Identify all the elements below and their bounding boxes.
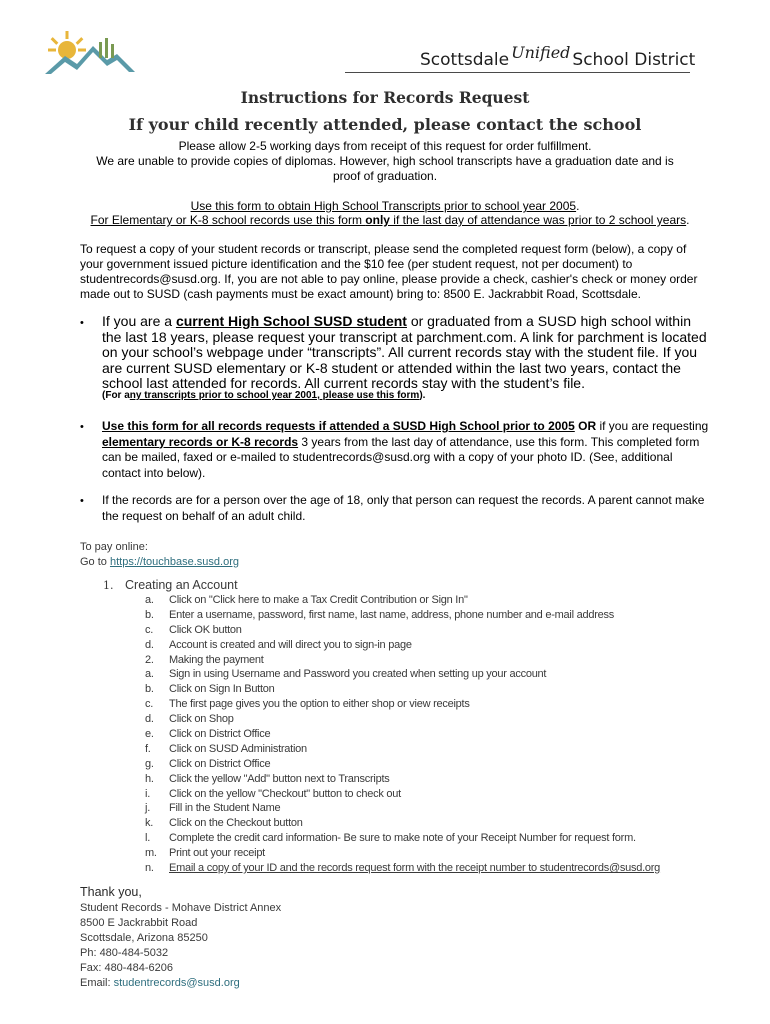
request-instructions: To request a copy of your student records or transcript, please send the completed request form (below), a copy of your government issued picture identification and the $10 fee (per student request, not per document) to studentrecords@susd.org. If, you are not able to pay online, please provide a check, cashier's check or money order made out to SUSD (cash payments must be exact amount) bring to: 8500 E. Jackrabbit Road, Scottsdale. bbox=[80, 242, 698, 301]
bullet-dot-2: • bbox=[80, 421, 84, 433]
step-text: Complete the credit card information- Be sure to make note of your Receipt Number for request form. bbox=[169, 832, 636, 845]
step-marker: d. bbox=[145, 713, 154, 726]
pay-online bbox=[80, 540, 239, 570]
step-marker: f. bbox=[145, 742, 151, 755]
contact-street: 8500 E Jackrabbit Road bbox=[80, 917, 198, 930]
touchbase-link[interactable]: https://touchbase.susd.org bbox=[109, 556, 239, 568]
steps-heading-label: Creating an Account bbox=[125, 578, 238, 592]
step-marker: m. bbox=[145, 847, 157, 860]
step-marker: a. bbox=[145, 594, 154, 606]
bullet-2-a: if you are requesting bbox=[596, 419, 709, 433]
bullet-current-student bbox=[102, 314, 712, 392]
bullet-dot-1: • bbox=[80, 317, 84, 329]
step-item bbox=[145, 639, 725, 654]
step-text: Click on Sign In Button bbox=[169, 683, 275, 696]
contact-email-address[interactable]: studentrecords@susd.org bbox=[113, 977, 240, 990]
steps-list bbox=[145, 594, 725, 877]
district-name bbox=[420, 43, 696, 70]
intro-line-4 bbox=[80, 199, 690, 214]
step-text: Click on District Office bbox=[169, 728, 271, 741]
step-marker: g. bbox=[145, 757, 154, 770]
contact-block bbox=[80, 901, 281, 992]
bullet-1-a: If you are a bbox=[102, 313, 176, 329]
district-name-suffix: School District bbox=[572, 50, 696, 70]
step-item bbox=[145, 594, 725, 609]
step-marker: n. bbox=[145, 862, 154, 875]
step-item bbox=[145, 832, 725, 847]
contact-email-label: Email: bbox=[80, 977, 114, 990]
step-text: Click on the yellow "Checkout" button to check out bbox=[169, 787, 401, 800]
contact-office: Student Records - Mohave District Annex bbox=[80, 902, 282, 914]
steps-heading-number: 1. bbox=[103, 579, 114, 592]
step-item bbox=[145, 788, 725, 803]
step-marker: k. bbox=[145, 817, 154, 830]
intro-line-4-text: Use this form to obtain High School Transcripts prior to school year 2005 bbox=[190, 199, 577, 213]
step-marker: i. bbox=[145, 787, 150, 800]
pay-online-label: To pay online: bbox=[80, 541, 148, 553]
step-text: Click on SUSD Administration bbox=[169, 742, 307, 755]
contact-fax: Fax: 480-484-6206 bbox=[80, 962, 173, 975]
bullet-1-b: or graduated from a SUSD high school within the last 18 years, please request your transcript at parchment.com. A link for parchment is located on your school’s webpage under “transcripts”. All current records stay with the student file. If you are current SUSD elementary or K-8 student or attended within the last two years, contact the school last attended for records. All current records stay with the student’s file. bbox=[102, 313, 707, 391]
intro-line-4-end: . bbox=[576, 199, 580, 213]
district-name-prefix: Scottsdale bbox=[420, 50, 510, 70]
step-text: Email a copy of your ID and the records request form with the receipt number to studentrecords@susd.org bbox=[169, 862, 661, 875]
step-marker: l. bbox=[145, 832, 150, 845]
step-item bbox=[145, 713, 725, 728]
step-text: Click on District Office bbox=[169, 757, 271, 770]
bullet-2-emphasis-2: elementary records or K-8 records bbox=[102, 434, 299, 449]
step-item bbox=[145, 683, 725, 698]
intro-line-1: Please allow 2-5 working days from receipt of this request for order fulfillment. bbox=[178, 139, 592, 153]
intro-line-2: We are unable to provide copies of diplomas. However, high school transcripts have a graduation date and is bbox=[96, 154, 674, 168]
page-title: Instructions for Records Request bbox=[240, 88, 530, 107]
step-marker: b. bbox=[145, 683, 154, 696]
step-marker: d. bbox=[145, 638, 154, 651]
step-item bbox=[145, 668, 725, 683]
step-text: Enter a username, password, first name, last name, address, phone number and e-mail address bbox=[169, 608, 614, 621]
step-text: Click on the Checkout button bbox=[169, 817, 303, 830]
step-item bbox=[145, 624, 725, 639]
bullet-1-note bbox=[102, 390, 425, 401]
contact-city: Scottsdale, Arizona 85250 bbox=[80, 932, 208, 945]
closing-thanks: Thank you, bbox=[80, 885, 142, 899]
intro-line-3: proof of graduation. bbox=[332, 169, 438, 183]
intro-line-5-b: if the last day of attendance was prior to 2 school years bbox=[389, 213, 687, 227]
step-marker: h. bbox=[145, 772, 154, 785]
page-subtitle: If your child recently attended, please contact the school bbox=[128, 115, 642, 134]
step-marker: 2. bbox=[145, 653, 154, 666]
bullet-1-emphasis: current High School SUSD student bbox=[175, 313, 407, 329]
intro-line-5 bbox=[70, 213, 710, 228]
step-item bbox=[145, 817, 725, 832]
step-marker: c. bbox=[145, 623, 154, 636]
step-text: Print out your receipt bbox=[169, 847, 265, 860]
step-text: Making the payment bbox=[169, 653, 264, 666]
header-divider bbox=[345, 72, 690, 73]
step-text: Account is created and will direct you to sign-in page bbox=[169, 638, 412, 651]
step-item bbox=[145, 728, 725, 743]
district-logo bbox=[45, 28, 140, 76]
step-item bbox=[145, 773, 725, 788]
contact-phone: Ph: 480-484-5032 bbox=[80, 947, 169, 960]
bullet-1-note-u: ny transcripts prior to school year 2001, please use this form bbox=[129, 390, 420, 401]
step-text: Sign in using Username and Password you created when setting up your account bbox=[169, 668, 547, 681]
step-text: Fill in the Student Name bbox=[169, 802, 281, 815]
step-item bbox=[145, 758, 725, 773]
step-text: Click the yellow "Add" button next to Transcripts bbox=[169, 772, 390, 785]
step-marker: a. bbox=[145, 668, 154, 681]
step-text: Click on "Click here to make a Tax Credit Contribution or Sign In" bbox=[169, 594, 468, 606]
step-item bbox=[145, 654, 725, 669]
step-item bbox=[145, 802, 725, 817]
step-marker: j. bbox=[145, 802, 150, 815]
step-marker: b. bbox=[145, 608, 154, 621]
intro-line-5-a: For Elementary or K-8 school records use this form bbox=[90, 213, 366, 227]
bullet-dot-3: • bbox=[80, 495, 84, 507]
step-item bbox=[145, 862, 725, 877]
pay-online-goto-text: Go to bbox=[80, 556, 110, 568]
step-item bbox=[145, 698, 725, 713]
contact-email bbox=[80, 976, 281, 991]
step-item bbox=[145, 847, 725, 862]
step-item bbox=[145, 609, 725, 624]
step-marker: c. bbox=[145, 698, 154, 711]
district-name-unified: Unified bbox=[511, 43, 571, 62]
steps-heading bbox=[103, 578, 238, 592]
step-item bbox=[145, 743, 725, 758]
pay-online-goto bbox=[80, 555, 239, 570]
bullet-1-note-b: ). bbox=[419, 390, 426, 401]
step-text: Click on Shop bbox=[169, 713, 234, 726]
step-text: The first page gives you the option to either shop or view receipts bbox=[169, 698, 470, 711]
bullet-2-b: 3 years from the last day of attendance, use this form. This completed form can be mailed, faxed or e-mailed to studentrecords@susd.org with a copy of your photo ID. (See, additional contact into below). bbox=[102, 434, 700, 480]
step-text: Click OK button bbox=[169, 623, 242, 636]
intro-line-5-bold: only bbox=[365, 213, 390, 227]
intro-line-5-end: . bbox=[686, 213, 690, 227]
bullet-adult-records: If the records are for a person over the age of 18, only that person can request the records. A parent cannot make the request on behalf of an adult child. bbox=[102, 493, 705, 523]
bullet-use-form bbox=[102, 419, 712, 481]
bullet-2-or: OR bbox=[574, 419, 597, 433]
step-marker: e. bbox=[145, 728, 154, 741]
bullet-2-emphasis: Use this form for all records requests if attended a SUSD High School prior to 2005 bbox=[102, 419, 575, 433]
bullet-1-note-a: (For a bbox=[102, 390, 130, 401]
sun-over-mountains-logo-icon bbox=[45, 28, 140, 76]
